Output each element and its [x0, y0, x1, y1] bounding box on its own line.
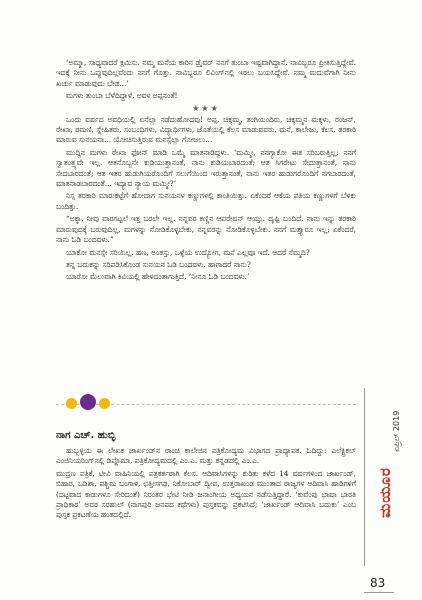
page-number-rule — [364, 592, 394, 593]
story-paragraph-6: “ಅಕ್ಕಾ, ನೀವು ವಾರಗಟ್ಟಲೆ ಇತ್ತ ಬರಲೇ ಇಲ್ಲ. ನನ್ನವರ ಕಣ್ಣಿನ ಆಪರೇಷನ್ ಆಯ್ತು. ದೃಷ್ಟಿ ಬಂದಿದೆ. ನಾನು ಇನ್ನು ತರಕಾರಿ ಮಾರುವುದಕ್ಕೆ ಬರುವುದಿಲ್ಲ, ಮಗಳನ್ನು ನೋಡಿಕೊಳ್ಳಬೇಕು, ನನ್ನವರನ್ನು ನೋಡಿಕೊಳ್ಳಬೇಕು. ನನಗೆ ಮತ್ತ್ಯಾರೂ ಇಲ್ಲ; ಏಕೆಂದರೆ, ನಾನು ಓಡಿ ಬಂದವಳು.” — [56, 214, 356, 245]
story-paragraph-8: ತನ್ನ ಬದುಕನ್ನು ಸರಿಪಡಿಸಿಕೊಂಡ ಸುನಯನ ಓಡಿ ಬಂದವಳು. ಹಾಗಾದರೆ ನಾನು? — [66, 259, 251, 269]
story-paragraph-1: ‘ಅಮ್ಮಾ, ಸಾಧ್ಯವಾದರೆ ಕ್ಷಮಿಸು. ನಮ್ಮ ಮನೆಯ ಕಾರಿನ ಡ್ರೈವರ್ ನನಗೆ ತುಂಬಾ ಇಷ್ಟವಾಗಿದ್ದಾನೆ. ನಾವಿಬ್ಬರೂ ಪ್ರೀತಿಸುತ್ತಿದ್ದೇವೆ. ಇದಕ್ಕೆ ನೀನು ಒಪ್ಪುವುದಿಲ್ಲವೆಂದು ನನಗೆ ಗೊತ್ತು. ನಾವಿಬ್ಬರೂ ಲಿವಿಂಗ್‌ನಲ್ಲಿ ಇರಲು ಬಯಸಿದ್ದೇವೆ. ನಮ್ಮ ಮದುವೆಗಾಗಿ ನೀನು ಖರ್ಚು ಮಾಡುವುದು ಬೇಡ...’ — [56, 58, 356, 88]
page-number: 83 — [370, 576, 386, 590]
author-name: ನಾಗ ಎಚ್. ಹುಬ್ಳಿ — [56, 430, 116, 441]
story-paragraph-4: ಮುದ್ದಿನ ಮಗಳು ರೇಖಾ ಫೋನ್ ಮಾಡಿ ಒಮ್ಮೆ ಮಾತನಾಡಿದ್ದಳು. ‘ಮಮ್ಮೀ, ನನಗ್ಯಾಕೋ ಈತ ಸರಿಬರುತ್ತಿಲ್ಲ; ನನಗೆ ಸ್ವಾತಂತ್ರ್ಯವೇ ಇಲ್ಲ. ಆತನೊಬ್ಬನೇ ಕುಡಿಯುತ್ತಾನಂತೆ, ನಾನು ಕುಡಿಯಬಾರದಂತೆ; ಆತ ಸಿಗರೇಟು ಸೇದುತ್ತಾನಂತೆ, ನಾನು ಸೇದಬಾರದಂತೆ; ಆತ ಇತರ ಹುಡುಗಿಯರೊಂದಿಗೆ ಸಲುಗೆಯಿಂದ ಇರುತ್ತಾನಂತೆ, ನಾನು ಇತರ ಹುಡುಗರೊಂದಿಗೆ ನಗಬಾರದಂತೆ, ಮಾತನಾಡಬಾರದಂತೆ... ಇದ್ಯಾವ ನ್ಯಾಯ ಮಮ್ಮೀ?’ — [56, 147, 356, 189]
gold-dot-icon — [66, 398, 77, 409]
magazine-logo: ಮಯೂರ — [376, 467, 394, 518]
purple-dot-icon — [80, 394, 96, 410]
story-paragraph-7: ಯಾಕೋ ಮನಸ್ಸೇ ಸರಿಯಿಲ್ಲ. ಹಣ, ಅಂತಸ್ತು, ಒಳ್ಳೆಯ ಉದ್ಯೋಗ, ಮನೆ ಎಲ್ಲವೂ ಇದೆ. ಆದರೆ ನೆಮ್ಮದಿ? — [66, 247, 310, 257]
author-bio-paragraph-1: ಹುಬ್ಬಳ್ಳಿಯ ಈ ಲೇಖಕ ಜಾರ್ಖಂಡ್‌ನ ರಾಂಚಿ ಕಾಲೇಜಿನ ಪತ್ರಿಕೋದ್ಯಮ ವಿಭಾಗದ ಪ್ರಾಧ್ಯಾಪಕ. ಓದಿದ್ದು: ಎಲೆಕ್ಟ್ರಿಕಲ್ ಎಂಜಿನಿಯರಿಂಗ್‌ನಲ್ಲಿ ಡಿಪ್ಲೊಮಾ, ಪತ್ರಿಕೋದ್ಯಮದಲ್ಲಿ ಎಂ.ಎ. ಮತ್ತು ಕನ್ನಡದಲ್ಲಿ ಎಂ.ಎ. — [56, 446, 356, 466]
gold-dot-icon — [99, 398, 110, 409]
author-bio-paragraph-2: ಮುದ್ರಣ ಪತ್ರಿಕೆ, ಟೀವಿ ವಾಹಿನಿಯಲ್ಲಿ ಪತ್ರಕರ್ತರಾಗಿ ಕೆಲಸ. ಆದಿವಾಸಿಗಳನ್ನು ಕುರಿತು ಕಳೆದ 14 ವರ್ಷಗಳಿಂದ ಜಾರ್ಖಂಡ್, ಬಿಹಾರ, ಒಡಿಶಾ, ಪಶ್ಚಿಮ ಬಂಗಾಳ, ಛತ್ತೀಸಗಢ, ನಿಕೋಬಾರ್ ದ್ವೀಪ, ಉತ್ತರಾಖಂಡ ಮುಂತಾದ ರಾಜ್ಯಗಳ ಆದಿವಾಸಿ ಹಾಡಿಗಳಿಗೆ (ದಟ್ಟವಾದ ಕಾಡುಗಳೂ ಸೇರಿದಂತೆ) ನಿರಂತರ ಭೇಟಿ ನೀಡಿ ಜನಾಂಗೀಯ ಅಧ್ಯಯನ ನಡೆಸುತ್ತಿದ್ದಾರೆ. ‘ಕುವೆಂಪು ಭಾಷಾ ಭಾರತಿ ಪ್ರಾಧಿಕಾರ’ ಅವರ ಸರಹುಲ್ (ನಾಗಪುರಿ ಜನಪದ ಕಥೆಗಳು) ಪುಸ್ತಕವನ್ನು ಪ್ರಕಟಿಸಿದೆ; ‘ಜಾರ್ಖಂಡ್ ಆದಿವಾಸಿ ಬದುಕು’ ಎಂಬ ಪುಸ್ತಕ ಪ್ರಕಟಣೆಯ ಹಂತದಲ್ಲಿದೆ. — [56, 468, 356, 520]
story-column — [56, 58, 356, 285]
story-paragraph-2: ಮಗಳು ತುಂಬಾ ಬೆಳೆದಿದ್ದಾಳೆ, ಅವಳ ಅಪ್ಪನಂತೆ! — [66, 91, 178, 101]
author-bio — [56, 446, 356, 523]
story-paragraph-5: ನಿಸ್ಸ ತರಕಾರಿ ಮಾರುಕಟ್ಟೆಗೆ ಹೋದಾಗ ಸುನಯನಳ ಕಣ್ಣುಗಳಲ್ಲಿ ಕಾಂತಿಯಿತ್ತು. ಏಕೆಂದರೆ ಆಕೆಯ ಪತಿಯ ಕಣ್ಣುಗಳಿಗೆ ಬೆಳಕು ಬಂದಿತ್ತು. — [56, 191, 356, 211]
story-paragraph-9: ಯಾರೋ ಮೆಲುವಾಗಿ ಕಿವಿಯಲ್ಲಿ ಹೇಳಿದಂತಾಗುತ್ತಿದೆ, ‘ನೀನೂ ಓಡಿ ಬಂದವಳು.’ — [66, 272, 250, 282]
section-break-stars: ★★★ — [192, 103, 220, 113]
sidebar-divider — [364, 388, 365, 566]
issue-date: ಏಪ್ರಿಲ್ 2019 — [392, 410, 401, 452]
story-paragraph-3: ಒಂದು ವರ್ಷದ ಅವಧಿಯಲ್ಲಿ ಏನೆಲ್ಲಾ ನಡೆದುಹೋದವು! ಅಪ್ಪ, ಚಿಕ್ಕಮ್ಮ, ತಂಗಿಯಂದಿರು, ಚಿಕ್ಕಮ್ಮನ ಮಕ್ಕಳು, ರಂಜನ್, ರೇಖಾ, ರಮಣಿ, ಸ್ನೇಹಿತರು, ಸಂಬಂಧಿಗಳು, ವಿದ್ಯಾರ್ಥಿಗಳು, ಜೊತೆಯಲ್ಲಿ ಕೆಲಸ ಮಾಡುವವರು, ಮನೆ, ಕಾಲೇಜು, ಕೆಲಸ, ತರಕಾರಿ ಮಾರುವ ಸುನಯನಾ... ಯೋಚಿಸುತ್ತಿರುವ ಮನಸ್ಸೆಲ್ಲಾ ಗೋಜಲು... — [56, 114, 356, 145]
